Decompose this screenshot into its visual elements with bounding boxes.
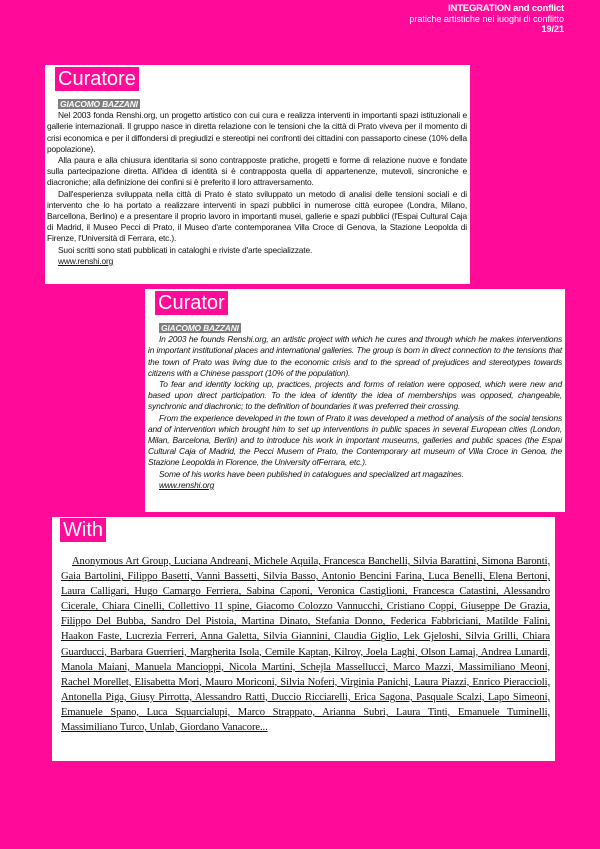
- bio-paragraph: To fear and identity locking up, practices, projects and forms of relation were opposed, which were new and based upon direct participation. To the idea of identity the idea of memberships was opposed, changeable, synchronic and diachronic; to the definition of boundaries it was preferred their crossing.: [148, 379, 562, 412]
- with-heading: With: [60, 518, 106, 542]
- participants-list: Anonymous Art Group, Luciana Andreani, Michele Aquila, Francesca Banchelli, Silvia Barattini, Simona Baronti, Gaia Bartolini, Filippo Basetti, Vanni Bassetti, Silvia Basso, Antonio Bencini Farina, Luca Benelli, Elena Bertoni, Laura Calligari, Hugo Camargo Ferriera, Sabina Caponi, Veronica Castiglioni, Francesca Catastini, Alessandro Cicerale, Chiara Cinelli, Collettivo 11 spine, Giacomo Colozzo Vannucchi, Cristiano Coppi, Giuseppe De Grazia, Filippo Del Bubba, Sandro Del Pistoia, Martina Dinato, Stefania Donno, Federica Fabbriciani, Matilde Falini, Haakon Faste, Lucrezia Ferreri, Anna Galetta, Silvia Giannini, Claudia Giglio, Lek Gjeloshi, Silvia Grilli, Chiara Guarducci, Barbara Guerrieri, Margherita Isola, Cemile Kaptan, Kilroy, Joela Laghi, Olson Lamaj, Andrea Lunardi, Manola Maiani, Manuela Mancioppi, Nicola Martini, Schejla Massellucci, Marco Mazzi, Massimiliano Meoni, Rachel Morellet, Elisabetta Mori, Mauro Moriconi, Silvia Noferi, Virginia Panichi, Laura Piazzi, Enrico Pieraccioli, Antonella Piga, Giusy Pirrotta, Alessandro Ratti, Duccio Ricciarelli, Erica Sagona, Pasquale Scalzi, Lapo Simeoni, Emanuele Spano, Luca Squarcialupi, Marco Strappato, Arianna Subri, Laura Tinti, Emanuele Tuminelli, Massimiliano Turco, Unlab, Giordano Vanacore...: [61, 556, 550, 734]
- document-title: INTEGRATION and conflict: [448, 3, 564, 14]
- page-header: [264, 4, 564, 34]
- curator-name-badge: GIACOMO BAZZANI: [60, 99, 138, 109]
- curatore-bio: [45, 99, 470, 267]
- with-section: [52, 517, 555, 761]
- curator-heading: Curator: [155, 291, 228, 315]
- bio-paragraph: Alla paura e alla chiusura identitaria si sono contrapposte pratiche, progetti e forme di relazione nuove e fondate sulla partecipazione diretta. All'idea di identità si è contrapposta quella di appartenenze, mutevoli, sincroniche e diacroniche; alla definizione dei confini si è preferito il loro attraversamento.: [47, 155, 467, 188]
- page-number: 19/21: [541, 24, 564, 34]
- bio-paragraph: Nel 2003 fonda Renshi.org, un progetto artistico con cui cura e realizza interventi in importanti spazi istituzionali e gallerie internazionali. Il gruppo nasce in diretta relazione con le tensioni che la città di Prato viveva per il momento di crisi economica e per il diffondersi di pregiudizi e stereotipi nei confronti dei cittadini con passaporto cinese (10% della popolazione).: [47, 110, 467, 154]
- curator-name-badge: GIACOMO BAZZANI: [161, 323, 239, 333]
- curator-bio: [145, 323, 565, 491]
- bio-paragraph: Some of his works have been published in catalogues and specialized art magazines.: [159, 468, 464, 479]
- bio-paragraph: Dall'esperienza sviluppata nella città di Prato è stato sviluppato un metodo di analisi delle tensioni sociali e di intervento che lo ha portato a realizzare interventi in spazi pubblici in numerose città europee (Londra, Milano, Barcellona, Berlino) e a presentare il proprio lavoro in importanti musei, gallerie e spazi pubblici (l'Espai Cultural Caja di Madrid, il Museo Pecci di Prato, il Museo d'arte contemporanea Villa Croce di Genova, la Stazione Leopolda di Firenze, l'Università di Ferrara, etc.).: [47, 188, 467, 244]
- bio-paragraph: In 2003 he founds Renshi.org, an artistic project with which he cures and through which he makes interventions in important institutional places and international galleries. The group is born in direct connection to the tensions that the town of Prato was living due to the economic crisis and to the spread of prejudices and stereotypes towards citizens with a Chinese passport (10% of the population).: [148, 334, 562, 378]
- renshi-link[interactable]: www.renshi.org: [58, 255, 114, 266]
- bio-paragraph: Suoi scritti sono stati pubblicati in cataloghi e riviste d'arte specializzate.: [58, 244, 313, 255]
- bio-paragraph: From the experience developed in the town of Prato it was developed a method of analysis of the social tensions and of intervention which brought him to set up interventions in public spaces in several European cities (London, Milan, Barcelona, Berlin) and to introduce his work in important museums, galleries and public spaces (the Espai Cultural Caja of Madrid, the Pecci Musem of Prato, the Contemporary art museum of Villa Croce in Genoa, the Stazione Leopolda in Florence, the University ofFerrara, etc.).: [148, 412, 562, 468]
- curatore-heading: Curatore: [55, 67, 139, 91]
- curator-section: [145, 289, 565, 512]
- document-subtitle: pratiche artistiche nei luoghi di conflitto: [409, 14, 564, 24]
- renshi-link[interactable]: www.renshi.org: [159, 479, 215, 490]
- curatore-section: [45, 65, 470, 284]
